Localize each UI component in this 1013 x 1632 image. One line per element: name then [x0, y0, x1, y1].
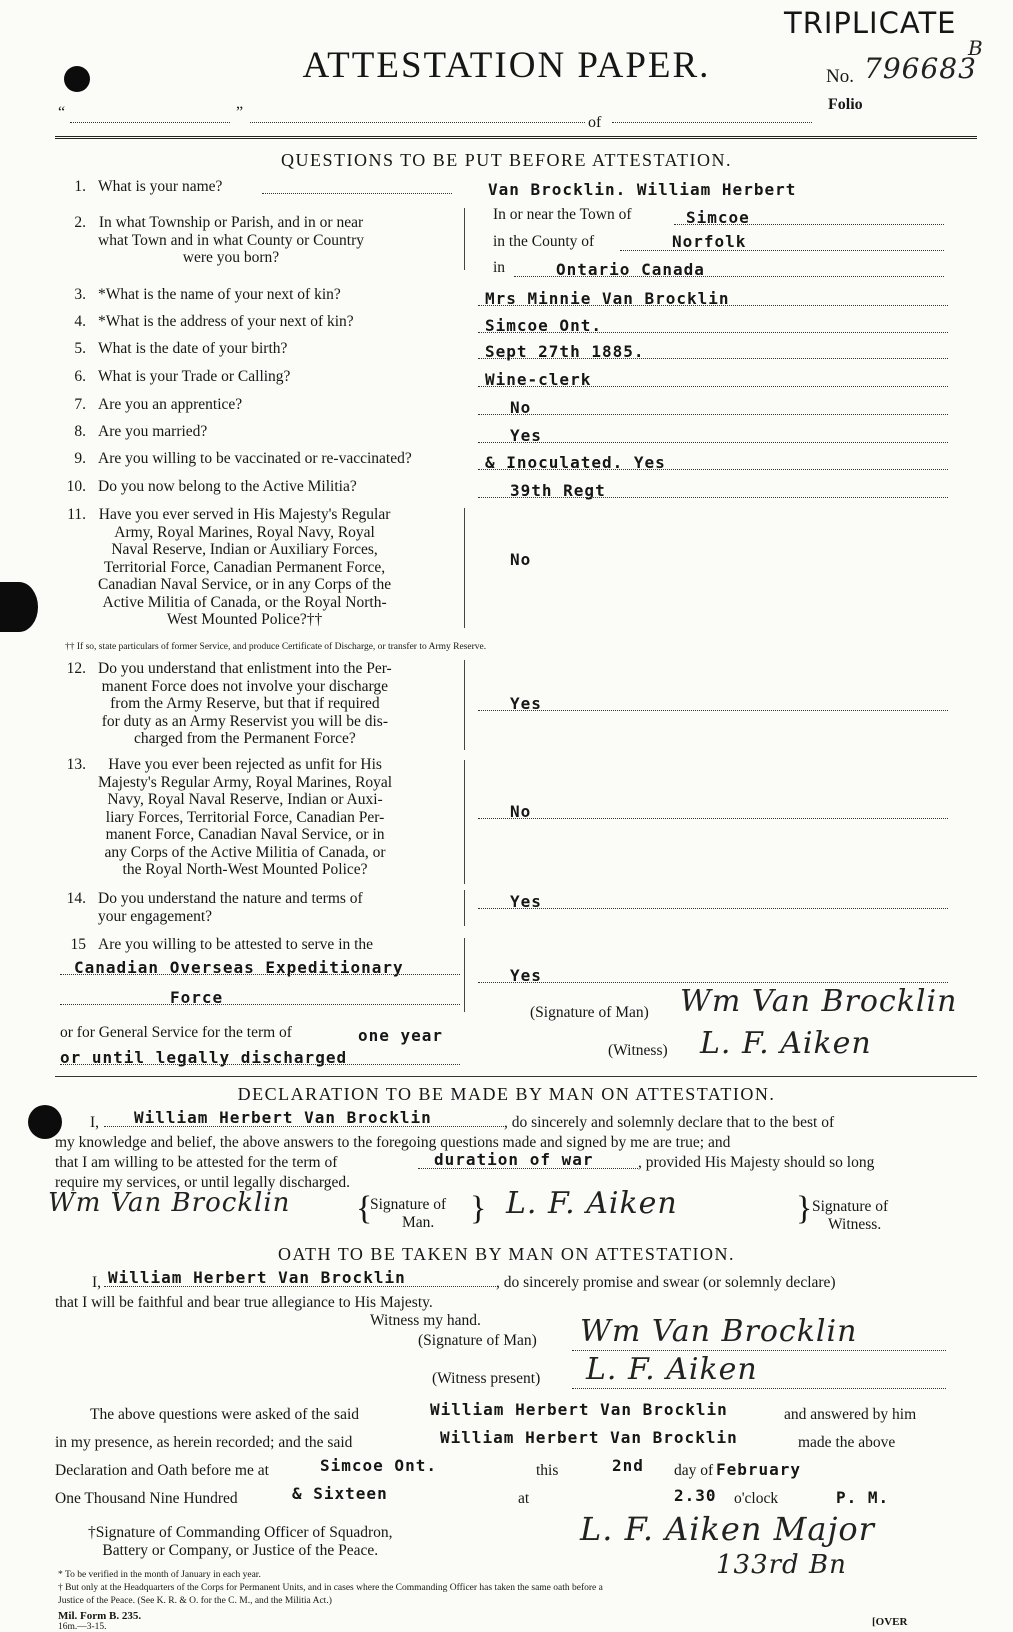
answer-11: No: [510, 550, 532, 569]
q14-brace: [464, 890, 465, 926]
declaration-rule: [55, 1076, 977, 1077]
oath-name-rule: [104, 1286, 496, 1287]
mag-text1a: The above questions were asked of the said: [90, 1406, 360, 1423]
footer-note-1: * To be verified in the month of January in each year.: [58, 1570, 261, 1580]
term-a: one year: [358, 1026, 444, 1045]
answer-9: & Inoculated. Yes: [485, 453, 666, 472]
answer-5: Sept 27th 1885.: [485, 342, 645, 361]
answer-7: No: [510, 398, 532, 417]
mag-day-of: day of: [674, 1462, 714, 1479]
triplicate-stamp: TRIPLICATE: [784, 6, 957, 40]
decl-sig-man-a: Signature of: [370, 1196, 447, 1213]
decl-text3a: that I am willing to be attested for the term of: [55, 1154, 338, 1171]
number-label: No.: [826, 66, 854, 87]
oath-sig-rule: [572, 1350, 946, 1351]
answer-14: Yes: [510, 892, 542, 911]
mag-ampm: P. M.: [836, 1488, 890, 1507]
of-label: of: [588, 114, 602, 131]
footer-print: 16m.—3-15.: [58, 1622, 107, 1632]
in-line: [514, 276, 944, 277]
mag-oclock: o'clock: [734, 1490, 779, 1507]
county-value: Norfolk: [672, 232, 747, 251]
oath-witness-present-label: (Witness present): [432, 1370, 541, 1387]
q15-line1: Canadian Overseas Expeditionary: [74, 958, 404, 977]
answer-6: Wine-clerk: [485, 370, 592, 389]
footer-note-2: † But only at the Headquarters of the Corps for Permanent Units, and in cases where the Commanding Officer has taken the same oath before a: [58, 1583, 603, 1593]
a4-line: [478, 332, 948, 333]
decl-name-rule: [104, 1126, 504, 1127]
decl-i-label: I,: [90, 1114, 100, 1131]
oath-text2: that I will be faithful and bear true allegiance to His Majesty.: [55, 1294, 433, 1311]
decl-brace-right: }: [796, 1190, 813, 1227]
term-b-rule: [60, 1064, 460, 1065]
decl-text4: require my services, or until legally discharged.: [55, 1174, 350, 1191]
answer-3: Mrs Minnie Van Brocklin: [485, 289, 730, 308]
mag-year: & Sixteen: [292, 1484, 388, 1503]
decl-brace-mid: }: [470, 1190, 487, 1227]
mag-place: Simcoe Ont.: [320, 1456, 437, 1475]
header-rule: [55, 136, 977, 139]
oath-witness-rule: [572, 1388, 946, 1389]
a10-line: [478, 497, 948, 498]
decl-sig-wit-b: Witness.: [828, 1216, 882, 1233]
footnote-11: †† If so, state particulars of former Service, and produce Certificate of Discharge, or transfer to Army Reserve.: [65, 642, 487, 652]
witness-my-hand: Witness my hand.: [370, 1312, 481, 1329]
signature-of-man: Wm Van Brocklin: [680, 984, 958, 1019]
co-unit: 133rd Bn: [716, 1550, 847, 1580]
footer-over: [OVER: [872, 1616, 908, 1628]
mag-at: at: [518, 1490, 530, 1507]
oath-heading: OATH TO BE TAKEN BY MAN ON ATTESTATION.: [278, 1244, 735, 1264]
oath-text1: , do sincerely promise and swear (or solemnly declare): [496, 1274, 836, 1291]
decl-term: duration of war: [434, 1150, 594, 1169]
unit-line: [70, 122, 230, 123]
answer-13: No: [510, 802, 532, 821]
quote-close: ”: [236, 104, 244, 121]
a3-line: [478, 305, 948, 306]
mag-text1b: and answered by him: [784, 1406, 917, 1423]
town-value: Simcoe: [686, 208, 750, 227]
mag-text4a: One Thousand Nine Hundred: [55, 1490, 238, 1507]
q13-brace: [464, 760, 465, 884]
decl-man-signature: Wm Van Brocklin: [48, 1188, 291, 1218]
witness-label: (Witness): [608, 1042, 668, 1059]
q12-brace: [464, 660, 465, 750]
decl-brace-left: {: [356, 1190, 373, 1227]
signature-of-man-label: (Signature of Man): [530, 1004, 649, 1021]
a7-line: [478, 414, 948, 415]
town-line: [674, 224, 944, 225]
town-label: In or near the Town of: [493, 206, 632, 223]
oath-witness-signature: L. F. Aiken: [586, 1352, 758, 1387]
declaration-heading: DECLARATION TO BE MADE BY MAN ON ATTESTATION.: [237, 1084, 776, 1104]
oath-man-signature: Wm Van Brocklin: [580, 1314, 858, 1349]
a9-line: [478, 469, 948, 470]
a14-line: [478, 908, 948, 909]
mag-name2: William Herbert Van Brocklin: [440, 1428, 738, 1447]
unit-line-3: [612, 122, 812, 123]
quote-open: “: [58, 104, 66, 121]
answer-15: Yes: [510, 966, 542, 985]
decl-sig-man-b: Man.: [402, 1214, 435, 1231]
q1-leader: [262, 193, 452, 194]
footer-note-3: Justice of the Peace. (See K. R. & O. for the C. M., and the Militia Act.): [58, 1596, 332, 1606]
answer-10: 39th Regt: [510, 481, 606, 500]
footer-form: Mil. Form B. 235.: [58, 1610, 142, 1622]
decl-name: William Herbert Van Brocklin: [134, 1108, 432, 1127]
mag-month: February: [716, 1460, 802, 1479]
answer-1: Van Brocklin. William Herbert: [488, 180, 797, 199]
term-b: or until legally discharged: [60, 1048, 348, 1067]
decl-text2: my knowledge and belief, the above answers to the foregoing questions made and signed by me are true; and: [55, 1134, 731, 1151]
in-value: Ontario Canada: [556, 260, 705, 279]
in-label: in: [493, 259, 506, 276]
triplicate-mark: B: [968, 36, 984, 60]
decl-text3b: , provided His Majesty should so long: [638, 1154, 875, 1171]
a12-line: [478, 710, 948, 711]
mag-text2b: made the above: [798, 1434, 896, 1451]
witness-signature: L. F. Aiken: [700, 1026, 872, 1061]
answer-12: Yes: [510, 694, 542, 713]
decl-sig-wit-a: Signature of: [812, 1198, 889, 1215]
decl-witness-signature: L. F. Aiken: [506, 1186, 678, 1221]
unit-line-2: [250, 122, 585, 123]
regimental-number: 796683: [864, 52, 977, 85]
q11-brace: [464, 508, 465, 628]
folio-label: Folio: [828, 96, 863, 113]
q2-brace: [464, 208, 465, 270]
q15-line2: Force: [170, 988, 224, 1007]
general-service-label: or for General Service for the term of: [60, 1024, 292, 1041]
decl-text1: , do sincerely and solemnly declare that to the best of: [504, 1114, 835, 1131]
a5-line: [478, 358, 948, 359]
mag-text2a: in my presence, as herein recorded; and the said: [55, 1434, 353, 1451]
mag-name1: William Herbert Van Brocklin: [430, 1400, 728, 1419]
county-label: in the County of: [493, 233, 595, 250]
q15-brace: [464, 938, 465, 1012]
oath-name: William Herbert Van Brocklin: [108, 1268, 406, 1287]
document-title: ATTESTATION PAPER.: [302, 45, 711, 86]
mag-this: this: [536, 1462, 559, 1479]
mag-day: 2nd: [612, 1456, 644, 1475]
county-line: [620, 250, 944, 251]
a6-line: [478, 386, 948, 387]
answer-8: Yes: [510, 426, 542, 445]
a15-line: [478, 982, 948, 983]
q15-line2-rule: [60, 1004, 460, 1005]
a13-line: [478, 818, 948, 819]
oath-sig-label: (Signature of Man): [418, 1332, 537, 1349]
co-signature: L. F. Aiken Major: [580, 1510, 875, 1548]
mag-time: 2.30: [674, 1486, 717, 1505]
answer-4: Simcoe Ont.: [485, 316, 602, 335]
decl-term-rule: [418, 1168, 638, 1169]
a8-line: [478, 442, 948, 443]
questions-heading: QUESTIONS TO BE PUT BEFORE ATTESTATION.: [280, 150, 733, 170]
punch-hole-middle: [0, 582, 38, 632]
oath-i-label: I,: [92, 1274, 102, 1291]
q15-line1-rule: [60, 974, 460, 975]
mag-text3a: Declaration and Oath before me at: [55, 1462, 269, 1479]
